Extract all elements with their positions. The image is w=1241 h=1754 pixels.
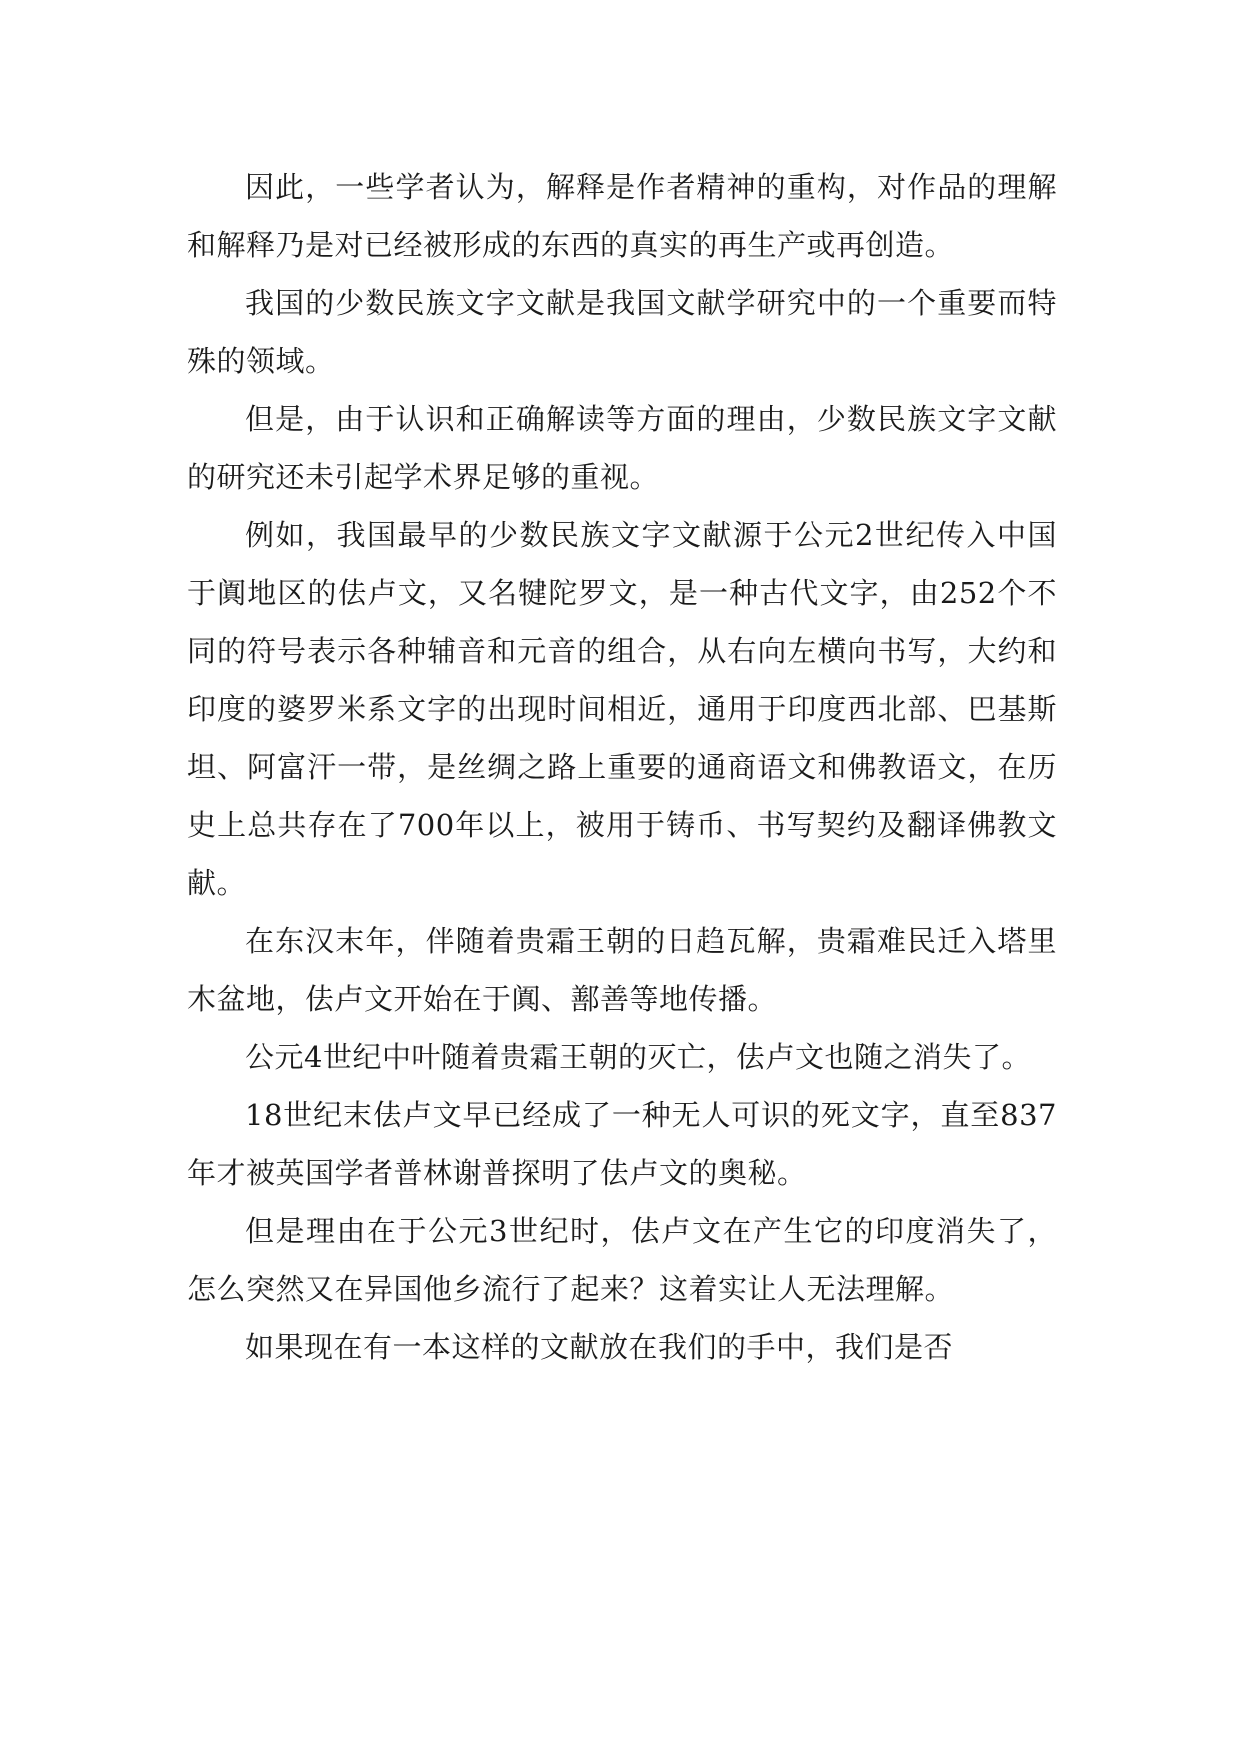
paragraph: 如果现在有一本这样的文献放在我们的手中，我们是否 [245, 1330, 954, 1364]
paragraph: 在东汉末年，伴随着贵霜王朝的日趋瓦解，贵霜难民迁入塔里木盆地，佉卢文开始在于阗、鄯善等地传播。 [187, 924, 1057, 1016]
paragraph: 我国的少数民族文字文献是我国文献学研究中的一个重要而特殊的领域。 [187, 286, 1057, 378]
paragraph: 18世纪末佉卢文早已经成了一种无人可识的死文字，直至837年才被英国学者普林谢普探明了佉卢文的奥秘。 [187, 1098, 1057, 1190]
paragraph: 但是理由在于公元3世纪时，佉卢文在产生它的印度消失了，怎么突然又在异国他乡流行了起来？这着实让人无法理解。 [187, 1214, 1057, 1306]
paragraph: 但是，由于认识和正确解读等方面的理由，少数民族文字文献的研究还未引起学术界足够的重视。 [187, 402, 1057, 494]
paragraph: 例如，我国最早的少数民族文字文献源于公元2世纪传入中国于阗地区的佉卢文，又名犍陀罗文，是一种古代文字，由252个不同的符号表示各种辅音和元音的组合，从右向左横向书写，大约和印度的婆罗米系文字的出现时间相近，通用于印度西北部、巴基斯坦、阿富汗一带，是丝绸之路上重要的通商语文和佛教语文，在历史上总共存在了700年以上，被用于铸币、书写契约及翻译佛教文献。 [187, 518, 1057, 900]
paragraph: 公元4世纪中叶随着贵霜王朝的灭亡，佉卢文也随之消失了。 [245, 1040, 1031, 1074]
body-text [187, 158, 1057, 1376]
paragraph: 因此，一些学者认为，解释是作者精神的重构，对作品的理解和解释乃是对已经被形成的东西的真实的再生产或再创造。 [187, 170, 1057, 262]
